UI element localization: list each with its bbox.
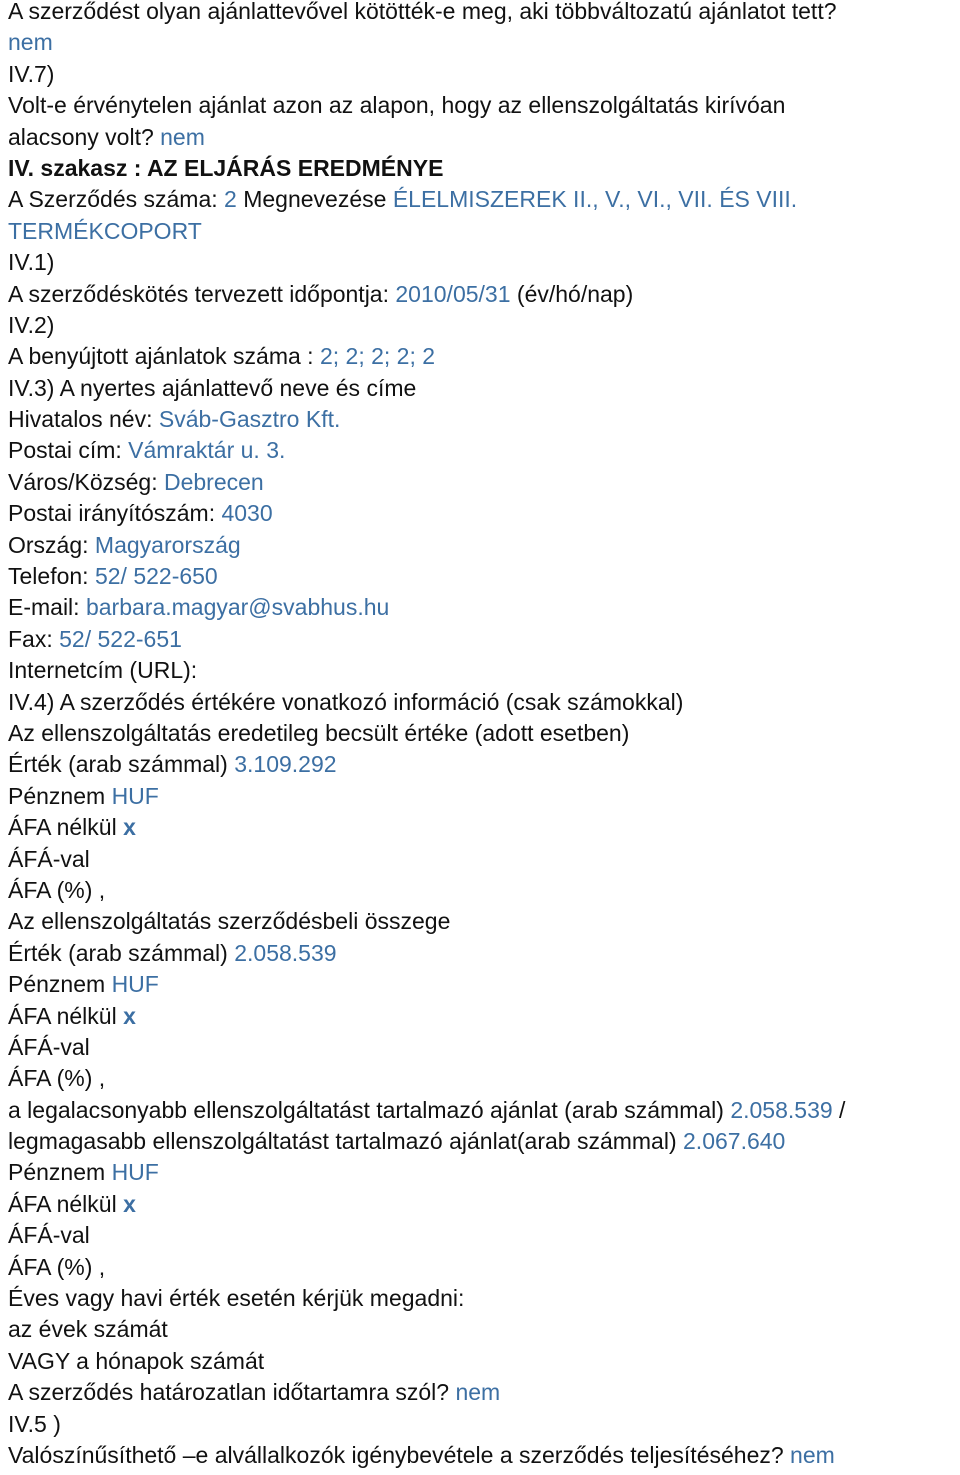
field-value: x <box>123 1002 136 1029</box>
document-line <box>8 530 960 561</box>
field-value: nem <box>455 1379 501 1406</box>
field-label: VAGY a hónapok számát <box>8 1347 265 1374</box>
field-label: IV.5 ) <box>8 1410 61 1437</box>
field-label: A benyújtott ajánlatok száma : <box>8 343 320 370</box>
field-label: (év/hó/nap) <box>510 280 634 307</box>
field-value: barbara.magyar@svabhus.hu <box>85 594 390 621</box>
document-line <box>8 906 960 937</box>
field-label: Éves vagy havi érték esetén kérjük megadni: <box>8 1285 465 1312</box>
field-value: HUF <box>111 782 159 809</box>
field-label: Internetcím (URL): <box>8 657 198 684</box>
field-label: Postai irányítószám: <box>8 500 222 527</box>
document-line <box>8 1440 960 1471</box>
field-label: A Szerződés száma: <box>8 186 225 213</box>
document-line <box>8 1032 960 1063</box>
document-line <box>8 1189 960 1220</box>
field-label: alacsony volt? <box>8 123 161 150</box>
document-line <box>8 592 960 623</box>
field-label: ÁFA (%) , <box>8 1253 106 1280</box>
document-line <box>8 561 960 592</box>
document-line <box>8 122 960 153</box>
document-line <box>8 969 960 1000</box>
document-line <box>8 687 960 718</box>
document-line <box>8 153 960 184</box>
field-label: a legalacsonyabb ellenszolgáltatást tartalmazó ajánlat (arab számmal) <box>8 1096 731 1123</box>
document-line <box>8 184 960 215</box>
field-label: IV.4) A szerződés értékére vonatkozó információ (csak számokkal) <box>8 688 684 715</box>
document-line <box>8 1001 960 1032</box>
field-value: 2 <box>224 186 237 213</box>
field-label: A szerződést olyan ajánlattevővel kötötték-e meg, aki többváltozatú ajánlatot tett? <box>8 0 837 24</box>
field-value: nem <box>8 29 53 56</box>
field-label: ÁFA nélkül <box>8 1002 124 1029</box>
document-line <box>8 435 960 466</box>
document-line <box>8 875 960 906</box>
field-value: nem <box>790 1441 835 1468</box>
document-line <box>8 1283 960 1314</box>
field-label: Postai cím: <box>8 437 129 464</box>
document-line <box>8 781 960 812</box>
document-line <box>8 279 960 310</box>
document-line <box>8 1157 960 1188</box>
field-value: TERMÉKCOPORT <box>8 217 202 244</box>
field-label: Pénznem <box>8 971 112 998</box>
field-label: A szerződés határozatlan időtartamra szól? <box>8 1379 456 1406</box>
field-label: ÁFÁ-val <box>8 845 90 872</box>
field-label: IV.1) <box>8 249 55 276</box>
field-value: 4030 <box>221 500 273 527</box>
document-line <box>8 655 960 686</box>
document-line <box>8 1314 960 1345</box>
field-label: Megnevezése <box>236 186 393 213</box>
field-label: ÁFA nélkül <box>8 814 124 841</box>
document-line <box>8 59 960 90</box>
document-line <box>8 1220 960 1251</box>
document-line <box>8 341 960 372</box>
document-line <box>8 216 960 247</box>
field-value: HUF <box>111 1159 159 1186</box>
document-line <box>8 812 960 843</box>
field-label: A szerződéskötés tervezett időpontja: <box>8 280 396 307</box>
field-label: IV. szakasz : AZ ELJÁRÁS EREDMÉNYE <box>8 154 444 181</box>
field-value: 2; 2; 2; 2; 2 <box>319 343 436 370</box>
document-line <box>8 624 960 655</box>
document-line <box>8 1409 960 1440</box>
document-line <box>8 938 960 969</box>
document-line <box>8 1377 960 1408</box>
document-line <box>8 27 960 58</box>
field-label: Ország: <box>8 531 95 558</box>
field-value: x <box>123 1190 136 1217</box>
document-line <box>8 90 960 121</box>
document-line <box>8 1252 960 1283</box>
field-label: ÁFÁ-val <box>8 1033 90 1060</box>
field-value: 2.058.539 <box>234 939 337 966</box>
document-line <box>8 0 960 27</box>
field-label: Valószínűsíthető –e alvállalkozók igénybevétele a szerződés teljesítéséhez? <box>8 1441 791 1468</box>
field-label: IV.3) A nyertes ajánlattevő neve és címe <box>8 374 417 401</box>
document-line <box>8 498 960 529</box>
field-value: 52/ 522-651 <box>59 625 182 652</box>
document-line <box>8 373 960 404</box>
field-value: 2.067.640 <box>683 1128 786 1155</box>
field-value: x <box>123 814 136 841</box>
document-line <box>8 1126 960 1157</box>
document-line <box>8 749 960 780</box>
field-label: ÁFA (%) , <box>8 876 106 903</box>
field-value: Sváb-Gasztro Kft. <box>158 406 341 433</box>
document-line <box>8 310 960 341</box>
field-label: ÁFA (%) , <box>8 1065 106 1092</box>
field-label: Fax: <box>8 625 60 652</box>
field-label: Telefon: <box>8 563 95 590</box>
document-line <box>8 1063 960 1094</box>
field-label: Pénznem <box>8 1159 112 1186</box>
field-label: Érték (arab számmal) <box>8 939 235 966</box>
field-label: / <box>832 1096 846 1123</box>
field-label: Érték (arab számmal) <box>8 751 235 778</box>
field-label: Város/Község: <box>8 468 164 495</box>
field-value: 3.109.292 <box>234 751 337 778</box>
document-line <box>8 467 960 498</box>
field-label: IV.2) <box>8 311 55 338</box>
document-line <box>8 718 960 749</box>
field-label: E-mail: <box>8 594 86 621</box>
field-value: nem <box>160 123 205 150</box>
field-value: 52/ 522-650 <box>94 563 218 590</box>
field-label: Hivatalos név: <box>8 406 159 433</box>
field-label: Volt-e érvénytelen ajánlat azon az alapon, hogy az ellenszolgáltatás kirívóan <box>8 92 786 119</box>
field-label: Az ellenszolgáltatás eredetileg becsült értéke (adott esetben) <box>8 719 630 746</box>
field-value: Magyarország <box>94 531 241 558</box>
field-label: Pénznem <box>8 782 112 809</box>
field-value: 2.058.539 <box>730 1096 833 1123</box>
document-line <box>8 404 960 435</box>
field-label: ÁFÁ-val <box>8 1222 90 1249</box>
field-label: ÁFA nélkül <box>8 1190 124 1217</box>
field-value: ÉLELMISZEREK II., V., VI., VII. ÉS VIII. <box>392 186 798 213</box>
document-line <box>8 247 960 278</box>
field-label: legmagasabb ellenszolgáltatást tartalmazó ajánlat(arab számmal) <box>8 1128 684 1155</box>
field-value: Vámraktár u. 3. <box>128 437 286 464</box>
field-value: HUF <box>111 971 159 998</box>
document-line <box>8 1346 960 1377</box>
field-label: az évek számát <box>8 1316 168 1343</box>
field-label: Az ellenszolgáltatás szerződésbeli összege <box>8 908 451 935</box>
field-value: 2010/05/31 <box>395 280 511 307</box>
document-line <box>8 844 960 875</box>
field-label: IV.7) <box>8 60 55 87</box>
field-value: Debrecen <box>163 468 264 495</box>
document-line <box>8 1095 960 1126</box>
